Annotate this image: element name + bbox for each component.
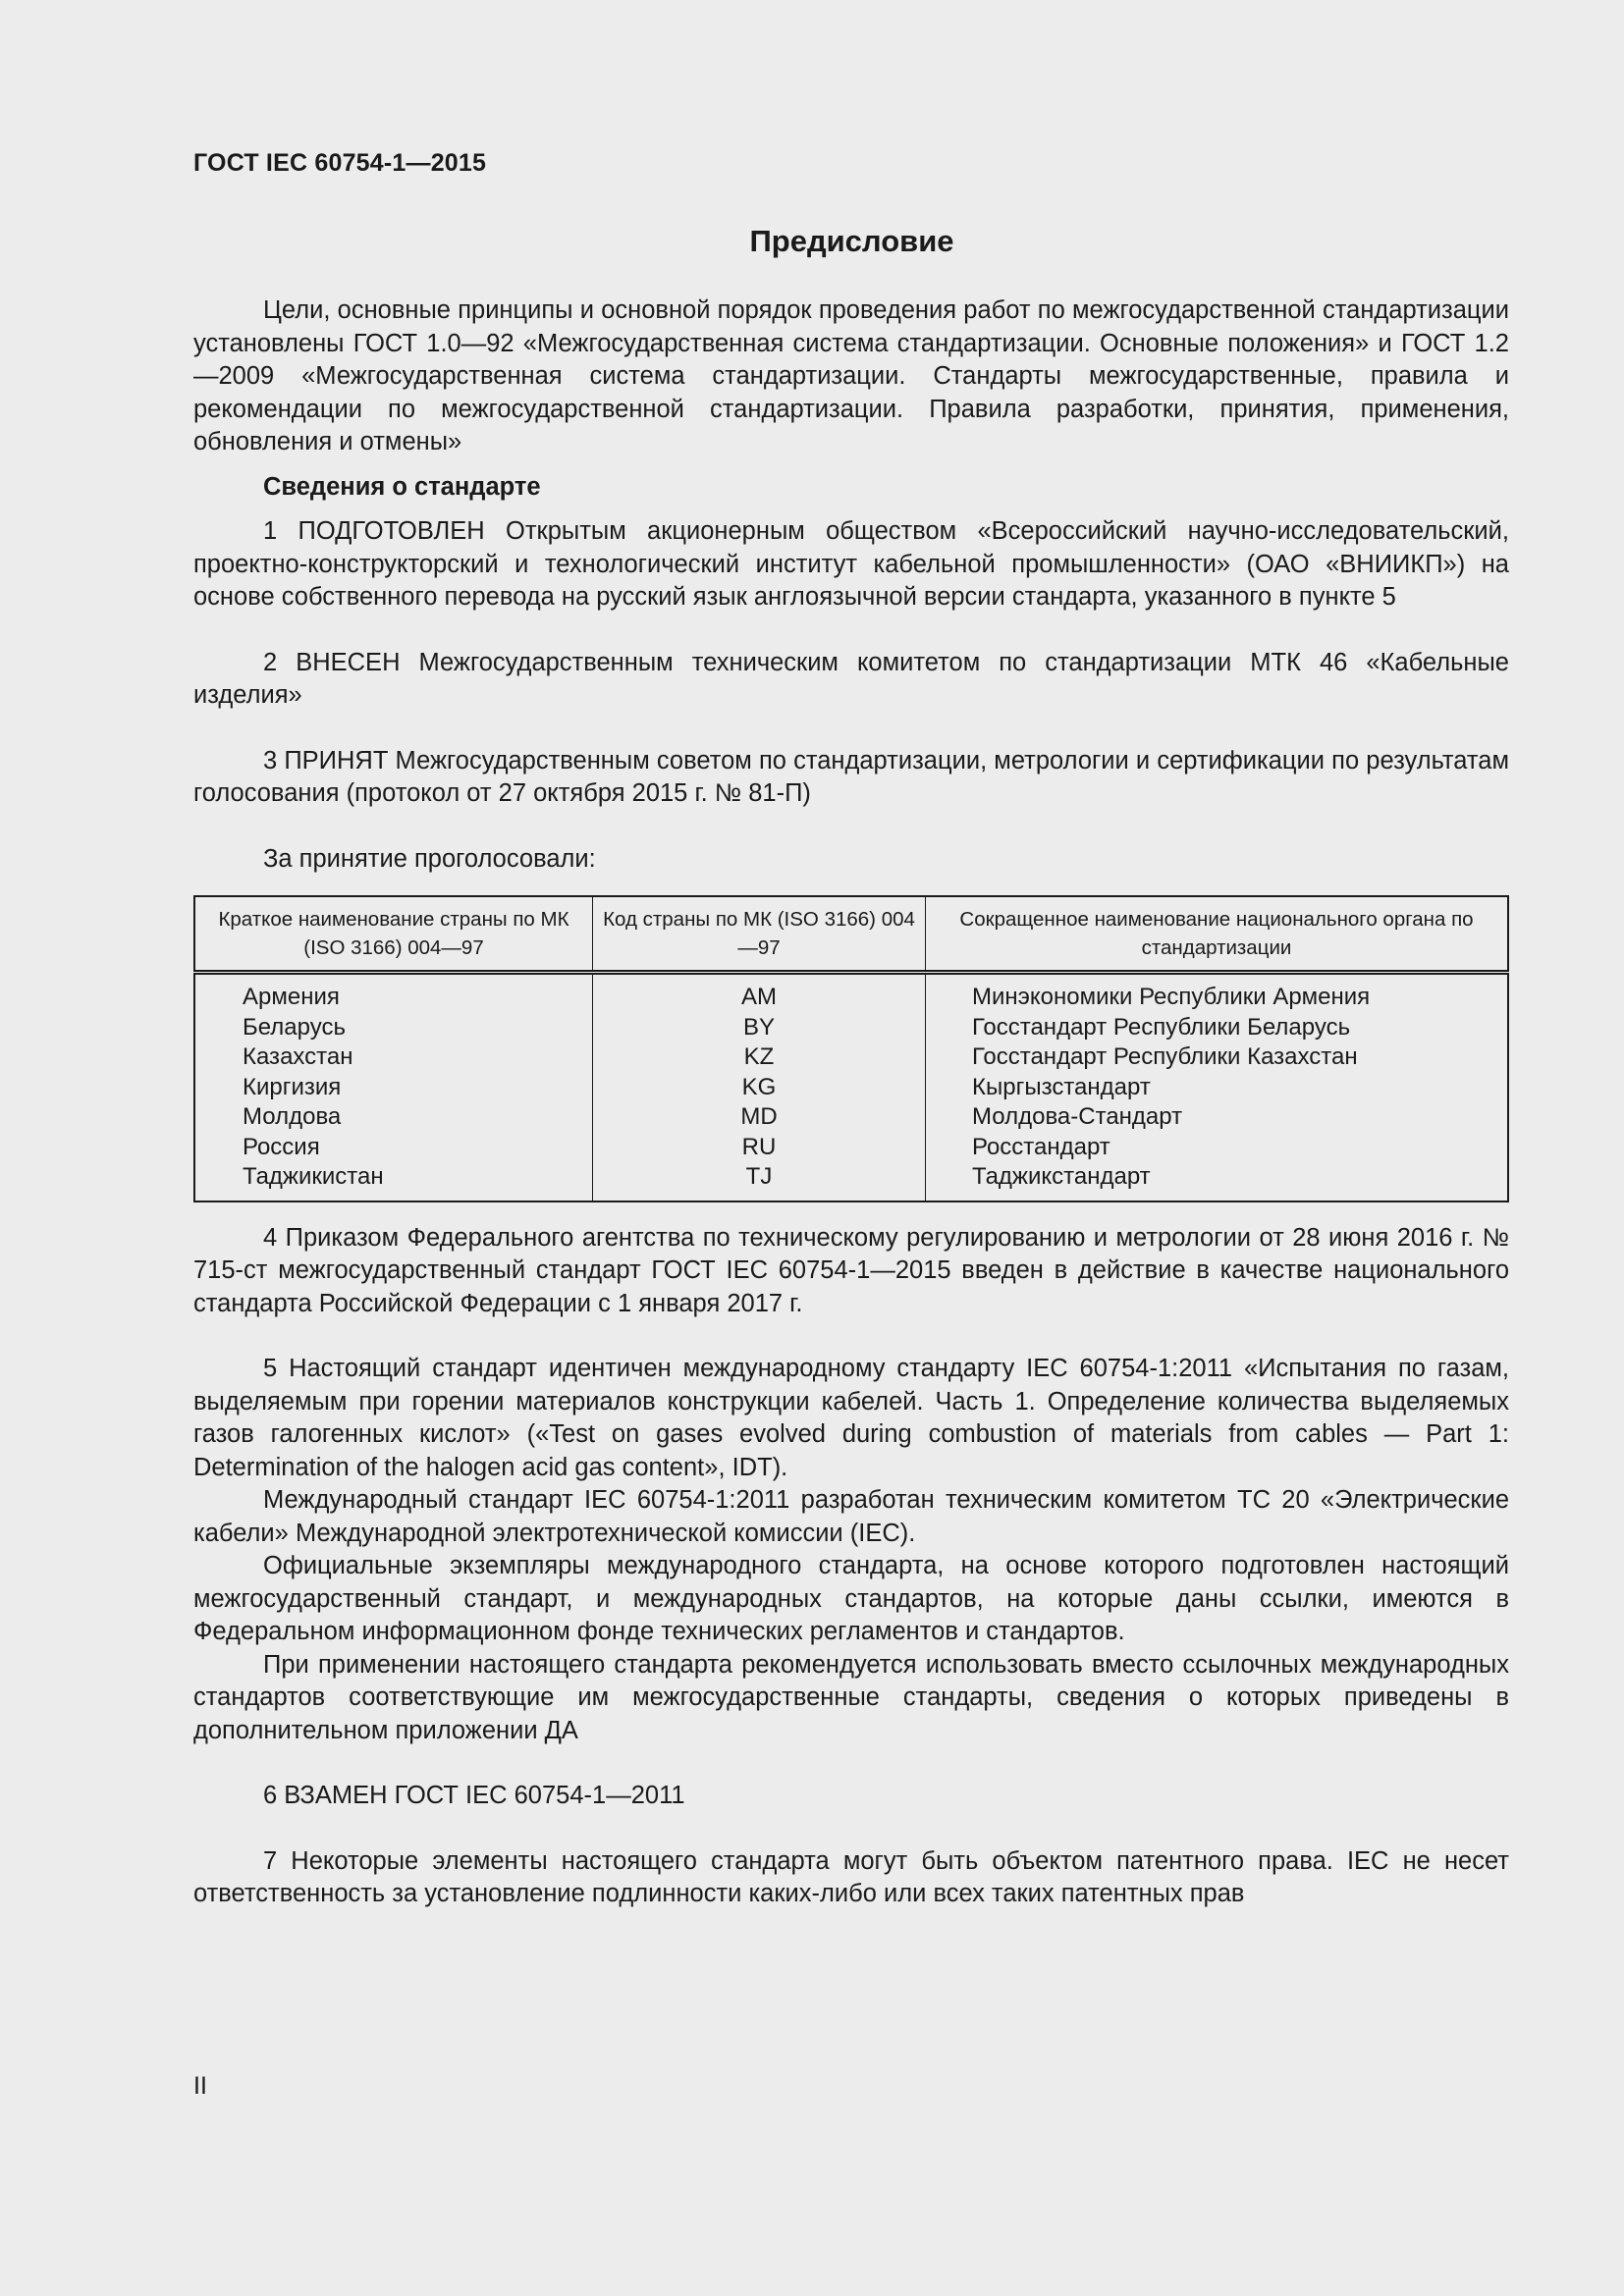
item-5-paragraph: 5 Настоящий стандарт идентичен международному стандарту IEC 60754-1:2011 «Испытания по газам, выделяемым при горении материалов конструкции кабелей. Часть 1. Определение количества выделяемых газов галогенных кислот» («Test on gases evolved during combustion of materials from cables — Part 1: Determination of the halogen acid gas content», IDT).: [193, 1355, 1509, 1481]
document-body: [193, 294, 1509, 1911]
code-cell: BY: [593, 1013, 926, 1043]
item-6-paragraph: 6 ВЗАМЕН ГОСТ IEC 60754-1—2011: [263, 1782, 685, 1809]
table-row: [194, 973, 1508, 1013]
page-number: II: [193, 2072, 207, 2100]
item-1-paragraph: 1 ПОДГОТОВЛЕН Открытым акционерным обществом «Всероссийский научно-исследовательский, проектно-конструкторский и технологический институт кабельной промышленности» (ОАО «ВНИИКП») на основе собственного перевода на русский язык англоязычной версии стандарта, указанного в пункте 5: [193, 517, 1509, 611]
voting-table: [193, 895, 1509, 1202]
code-cell: MD: [593, 1102, 926, 1133]
code-cell: TJ: [593, 1162, 926, 1201]
body-cell: Росстандарт: [926, 1133, 1509, 1163]
page-title: Предисловие: [749, 224, 954, 258]
item-4-paragraph: 4 Приказом Федерального агентства по техническому регулированию и метрологии от 28 июня 2016 г. № 715-ст межгосударственный стандарт ГОСТ IEC 60754-1—2015 введен в действие в качестве национального стандарта Российской Федерации с 1 января 2017 г.: [193, 1223, 1509, 1317]
country-cell: Киргизия: [194, 1073, 593, 1103]
body-cell: Молдова-Стандарт: [926, 1102, 1509, 1133]
table-row: [194, 1073, 1508, 1103]
code-cell: KG: [593, 1073, 926, 1103]
body-cell: Госстандарт Республики Казахстан: [926, 1042, 1509, 1073]
table-row: [194, 1013, 1508, 1043]
country-cell: Молдова: [194, 1102, 593, 1133]
table-row: [194, 1042, 1508, 1073]
item-7-paragraph: 7 Некоторые элементы настоящего стандарта могут быть объектом патентного права. IEC не несет ответственность за установление подлинности каких-либо или всех таких патентных прав: [193, 1846, 1509, 1907]
code-cell: RU: [593, 1133, 926, 1163]
country-cell: Россия: [194, 1133, 593, 1163]
table-header-country: Краткое наименование страны по МК (ISO 3166) 004—97: [194, 896, 593, 973]
country-cell: Таджикистан: [194, 1162, 593, 1201]
table-row: [194, 1102, 1508, 1133]
intro-paragraph: Цели, основные принципы и основной порядок проведения работ по межгосударственной стандартизации установлены ГОСТ 1.0—92 «Межгосударственная система стандартизации. Основные положения» и ГОСТ 1.2—2009 «Межгосударственная система стандартизации. Стандарты межгосударственные, правила и рекомендации по межгосударственной стандартизации. Правила разработки, принятия, применения, обновления и отмены»: [193, 296, 1509, 455]
body-cell: Кыргызстандарт: [926, 1073, 1509, 1103]
country-cell: Беларусь: [194, 1013, 593, 1043]
body-cell: Госстандарт Республики Беларусь: [926, 1013, 1509, 1043]
item-5-paragraph-4: При применении настоящего стандарта рекомендуется использовать вместо ссылочных международных стандартов соответствующие им межгосударственные стандарты, сведения о которых приведены в дополнительном приложении ДА: [193, 1650, 1509, 1744]
code-cell: AM: [593, 973, 926, 1013]
voted-label: За принятие проголосовали:: [263, 844, 596, 873]
document-code-header: ГОСТ IEC 60754-1—2015: [193, 149, 487, 177]
item-5-paragraph-2: Международный стандарт IEC 60754-1:2011 разработан техническим комитетом TC 20 «Электрические кабели» Международной электротехнической комиссии (IEC).: [193, 1486, 1509, 1547]
country-cell: Казахстан: [194, 1042, 593, 1073]
body-cell: Минэкономики Республики Армения: [926, 973, 1509, 1013]
table-header-body: Сокращенное наименование национального органа по стандартизации: [926, 896, 1509, 973]
table-header-row: [194, 896, 1508, 973]
country-cell: Армения: [194, 973, 593, 1013]
table-header-code: Код страны по МК (ISO 3166) 004—97: [593, 896, 926, 973]
info-heading: Сведения о стандарте: [263, 472, 541, 501]
item-2-paragraph: 2 ВНЕСЕН Межгосударственным техническим комитетом по стандартизации МТК 46 «Кабельные изделия»: [193, 648, 1509, 709]
item-5-paragraph-3: Официальные экземпляры международного стандарта, на основе которого подготовлен настоящий межгосударственный стандарт, и международных стандартов, на которые даны ссылки, имеются в Федеральном информационном фонде технических регламентов и стандартов.: [193, 1552, 1509, 1645]
table-row: [194, 1133, 1508, 1163]
item-3-paragraph: 3 ПРИНЯТ Межгосударственным советом по стандартизации, метрологии и сертификации по результатам голосования (протокол от 27 октября 2015 г. № 81-П): [193, 746, 1509, 807]
code-cell: KZ: [593, 1042, 926, 1073]
body-cell: Таджикстандарт: [926, 1162, 1509, 1201]
table-row: [194, 1162, 1508, 1201]
